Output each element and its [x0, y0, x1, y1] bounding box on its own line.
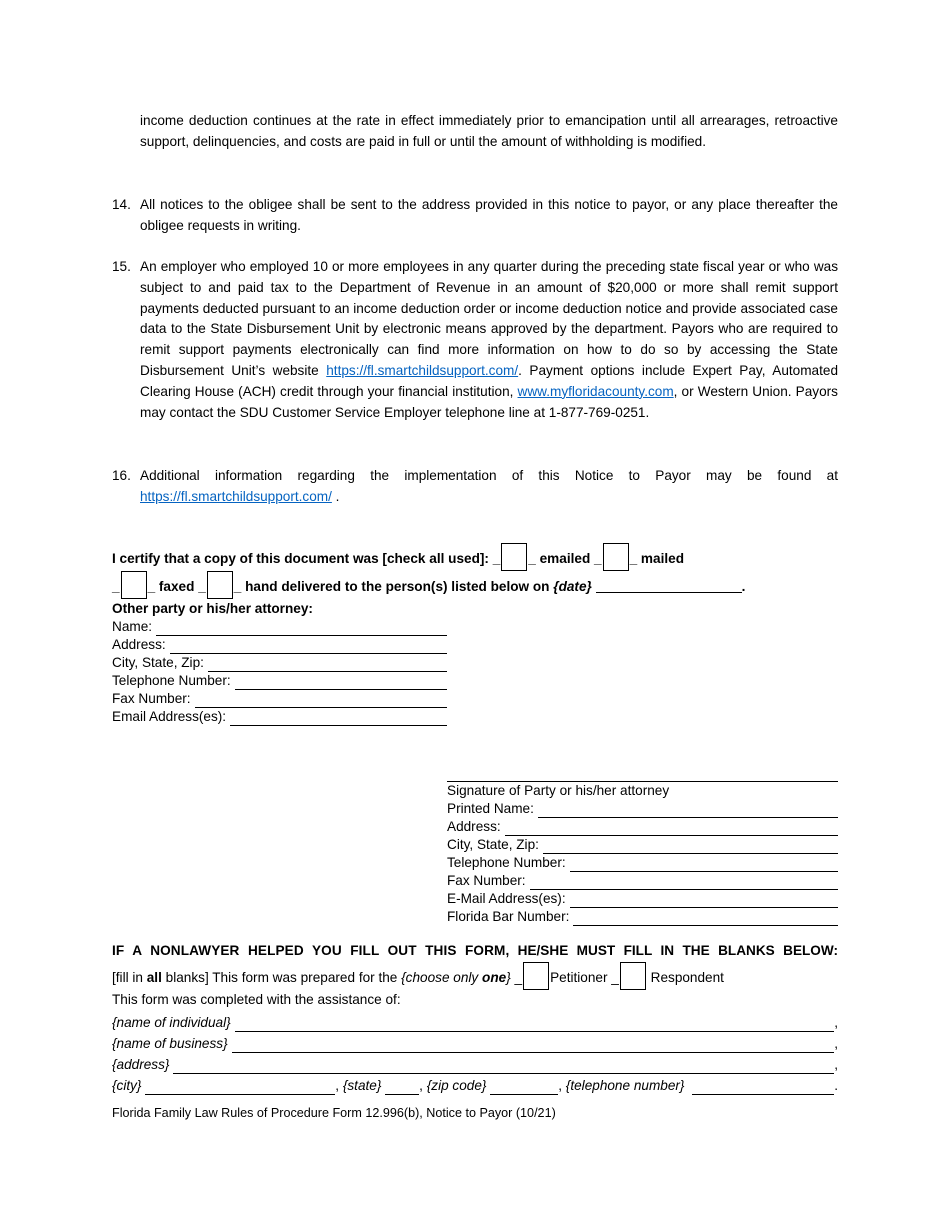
mailed-checkbox[interactable]	[603, 543, 629, 571]
mailed-label: mailed	[637, 551, 684, 566]
signature-row	[447, 890, 838, 908]
field-label: Fax Number:	[112, 691, 191, 706]
text: [fill in	[112, 969, 147, 985]
city-field[interactable]	[145, 1080, 335, 1095]
nonlawyer-heading-cont: , HE/SHE MUST FILL IN THE BLANKS BELOW:	[505, 943, 838, 958]
field-label: City, State, Zip:	[112, 655, 204, 670]
paragraph-15	[112, 257, 839, 423]
item-number: 16.	[112, 468, 131, 483]
field-input[interactable]	[230, 711, 447, 726]
text: }	[506, 969, 511, 985]
state-field[interactable]	[385, 1080, 419, 1095]
signature-row	[447, 872, 838, 890]
faxed-label: faxed	[155, 579, 199, 594]
period: .	[741, 579, 746, 594]
paragraph-text: Additional information regarding the implementation of this Notice to Payor may be found at	[140, 468, 838, 483]
hand-delivered-label: hand delivered to the person(s) listed below on	[241, 579, 554, 594]
field-input[interactable]	[170, 639, 447, 654]
address-field[interactable]	[173, 1059, 834, 1074]
field-label: Florida Bar Number:	[447, 909, 570, 924]
paragraph-14	[112, 195, 838, 237]
nonlawyer-heading: IF A NONLAWYER HELPED YOU FILL OUT THIS FORM	[112, 943, 506, 958]
other-party-row	[112, 690, 447, 708]
field-label: Fax Number:	[447, 873, 526, 888]
text: all	[146, 969, 162, 985]
paragraph-text: , or Western Union. Payors may contact the SDU Customer Service Employer telephone line at 1-877-769-0251.	[140, 383, 838, 420]
name-business-label: {name of business}	[112, 1035, 228, 1051]
signature-block	[447, 766, 838, 926]
emailed-label: emailed	[535, 551, 595, 566]
field-input[interactable]	[156, 621, 447, 636]
name-individual-label: {name of individual}	[112, 1014, 231, 1030]
telephone-field[interactable]	[692, 1080, 834, 1095]
paragraph-text: An employer who employed 10 or more employees in any quarter during the preceding state fiscal year or who was subject to and paid tax to the Department of Revenue in an amount of $20,000 or more shall remit support payments deducted pursuant to an income deduction order or income deduction notice and provide associated case data to the State Disbursement Unit by electronic means approved by the department. Payors who are required to remit support payments electronically can find more information on how to do so by accessing the State Disbursement Unit’s website	[140, 259, 838, 378]
other-party-row	[112, 654, 447, 672]
field-input[interactable]	[235, 675, 447, 690]
petitioner-checkbox[interactable]	[523, 962, 549, 990]
paragraph-text: All notices to the obligee shall be sent to the address provided in this notice to payor, or any place thereafter the obligee requests in writing.	[140, 197, 838, 233]
field-label: Address:	[447, 819, 501, 834]
field-label: City, State, Zip:	[447, 837, 539, 852]
footer: Florida Family Law Rules of Procedure Form 12.996(b), Notice to Payor (10/21)	[112, 1106, 556, 1120]
date-label: {date}	[553, 579, 592, 594]
zip-label: {zip code}	[426, 1077, 487, 1093]
text: one	[482, 969, 507, 985]
respondent-label: Respondent	[650, 969, 724, 985]
text: blanks] This form was prepared for the	[161, 969, 402, 985]
other-party-row	[112, 708, 447, 726]
signature-line[interactable]	[447, 766, 838, 782]
field-label: Email Address(es):	[112, 709, 227, 724]
zip-field[interactable]	[490, 1080, 558, 1095]
field-label: Telephone Number:	[112, 673, 231, 688]
certificate-of-service: I certify that a copy of this document was [check all used]: _ _ emailed _ _ mailed _ _ faxed _ _ hand delivered to the person(s) listed below on {date} .	[112, 543, 842, 599]
field-input[interactable]	[208, 657, 447, 672]
field-input[interactable]	[570, 893, 838, 908]
other-party-row	[112, 672, 447, 690]
address-label: {address}	[112, 1056, 170, 1072]
signature-row	[447, 800, 838, 818]
city-label: {city}	[112, 1077, 142, 1093]
paragraph-text: . Payment options include Expert Pay, Automated Clearing House (ACH) credit through your financial institution,	[140, 362, 839, 399]
signature-row	[447, 908, 838, 926]
other-party-row	[112, 618, 447, 636]
field-label: Name:	[112, 619, 153, 634]
signature-caption: Signature of Party or his/her attorney	[447, 783, 670, 798]
respondent-checkbox[interactable]	[620, 962, 646, 990]
name-individual-field[interactable]	[235, 1017, 835, 1032]
petitioner-label: Petitioner	[550, 969, 608, 985]
paragraph-13-continued: income deduction continues at the rate in effect immediately prior to emancipation until all arrearages, retroactive support, delinquencies, and costs are paid in full or until the amount of withholding is modified.	[140, 113, 838, 149]
text: {choose only	[401, 969, 483, 985]
name-business-field[interactable]	[232, 1038, 835, 1053]
field-input[interactable]	[530, 875, 838, 890]
certify-text: I certify that a copy of this document was [check all used]:	[112, 551, 493, 566]
telephone-label: {telephone number}	[565, 1077, 685, 1093]
field-label: Address:	[112, 637, 166, 652]
field-input[interactable]	[573, 911, 838, 926]
assistance-text: This form was completed with the assistance of:	[112, 991, 401, 1007]
emailed-checkbox[interactable]	[501, 543, 527, 571]
faxed-checkbox[interactable]	[121, 571, 147, 599]
field-input[interactable]	[505, 821, 838, 836]
sdu-info-link[interactable]: https://fl.smartchildsupport.com/	[140, 488, 332, 504]
sdu-website-link[interactable]: https://fl.smartchildsupport.com/	[326, 362, 519, 378]
item-number: 14.	[112, 197, 131, 212]
other-party-row	[112, 636, 447, 654]
signature-row	[447, 836, 838, 854]
paragraph-16	[112, 466, 838, 508]
item-number: 15.	[112, 259, 131, 274]
field-input[interactable]	[538, 803, 838, 818]
state-label: {state}	[342, 1077, 382, 1093]
signature-row	[447, 818, 838, 836]
signature-row	[447, 854, 838, 872]
paragraph-text: .	[331, 488, 340, 504]
other-party-heading: Other party or his/her attorney:	[112, 601, 313, 616]
field-input[interactable]	[195, 693, 447, 708]
myfloridacounty-link[interactable]: www.myfloridacounty.com	[517, 383, 674, 399]
date-field[interactable]	[596, 578, 742, 593]
field-label: E-Mail Address(es):	[447, 891, 566, 906]
hand-delivered-checkbox[interactable]	[207, 571, 233, 599]
field-label: Printed Name:	[447, 801, 534, 816]
field-label: Telephone Number:	[447, 855, 566, 870]
other-party-block	[112, 600, 447, 726]
field-input[interactable]	[570, 857, 838, 872]
nonlawyer-block: IF A NONLAWYER HELPED YOU FILL OUT THIS FORM, HE/SHE MUST FILL IN THE BLANKS BELOW: [fill in all blanks] This form was prepared for the {choose only one} _ Petitioner _ Respondent This form was completed with the assistance of: {name of individual} , {name of business} , {address} , {city} , {state} , {zip code} , {telephone number} .	[112, 943, 838, 1093]
field-input[interactable]	[543, 839, 838, 854]
